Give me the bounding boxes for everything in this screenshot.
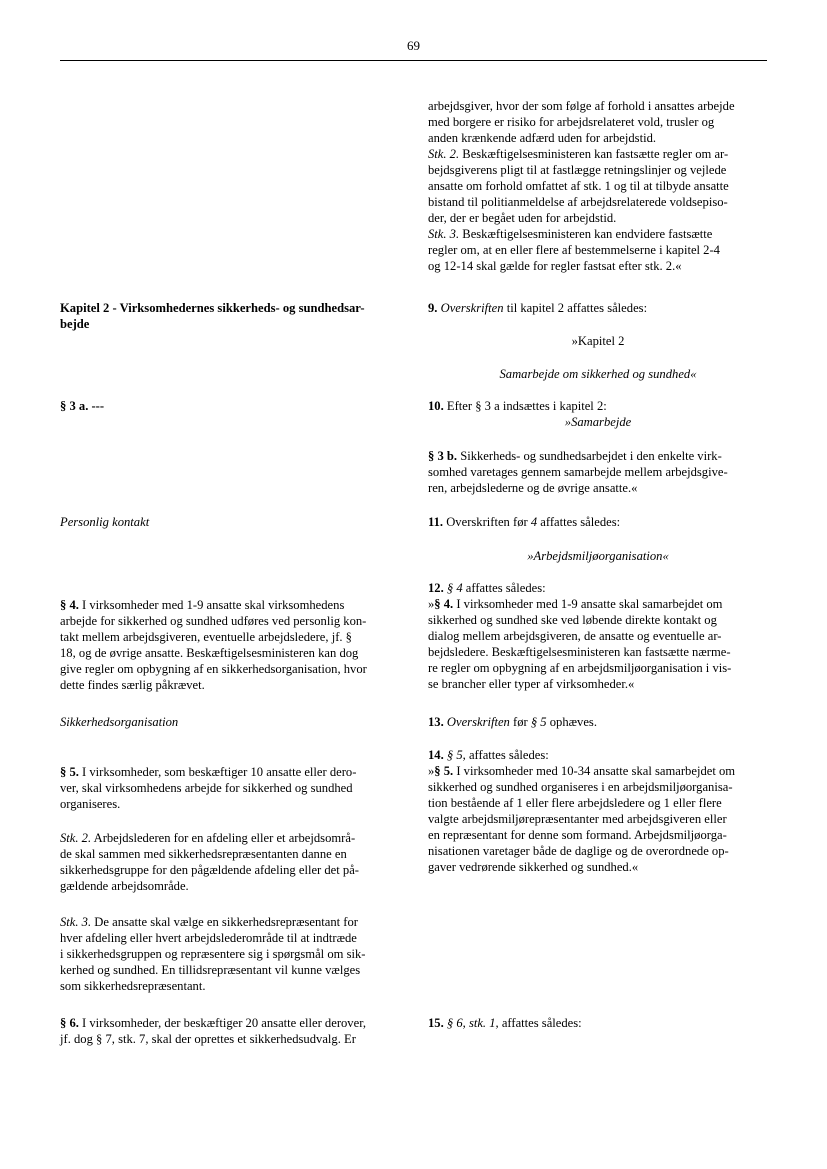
arbejdsmiljoorganisation-heading: »Arbejdsmiljøorganisation« xyxy=(527,549,669,563)
header-rule xyxy=(60,60,767,61)
kapitel-2-subtitle: Samarbejde om sikkerhed og sundhed« xyxy=(499,367,697,381)
kapitel-2-title: Kapitel 2 - Virksomhedernes sikkerheds- og sundhedsar- bejde xyxy=(60,301,365,331)
section-5-stk-2: Stk. 2. Arbejdslederen for en afdeling eller et arbejdsområ- de skal sammen med sikkerhedsrepræsentanten danne en sikkerhedsgruppe for den pågældende afdeling eller det på- gældende arbejdsområde. xyxy=(60,831,359,893)
item-15: 15. § 6, stk. 1, affattes således: xyxy=(428,1016,582,1030)
item-14: 14. § 5, affattes således: »§ 5. I virksomheder med 10-34 ansatte skal samarbejdet om sikkerhed og sundhed organiseres i en arbejdsmiljøorganisa- tion bestående af 1 eller flere arbejdsledere og 1 eller flere valgte arbejdsmiljørepræsentanter med arbejdsgiveren eller en repræsentant for denne som formand. Arbejdsmiljøorga- nisationen varetager både de daglige og de overordnede op- gaver vedrørende sikkerhed og sundhed.« xyxy=(428,748,736,874)
section-6-old: § 6. I virksomheder, der beskæftiger 20 ansatte eller derover, jf. dog § 7, stk. 7, skal der oprettes et sikkerhedsudvalg. Er xyxy=(60,1016,367,1046)
item-11: 11. Overskriften før 4 affattes således: xyxy=(428,515,621,529)
item-9: 9. Overskriften til kapitel 2 affattes således: xyxy=(428,301,648,315)
item-10: 10. Efter § 3 a indsættes i kapitel 2: »Samarbejde xyxy=(428,398,768,430)
section-3b: § 3 b. Sikkerheds- og sundhedsarbejdet i den enkelte virk- somhed varetages gennem samarbejde mellem arbejdsgive- ren, arbejdslederne og de øvrige ansatte.« xyxy=(428,449,728,495)
personlig-kontakt-heading: Personlig kontakt xyxy=(60,515,150,529)
item-13: 13. Overskriften før § 5 ophæves. xyxy=(428,715,597,729)
item-12: 12. § 4 affattes således: »§ 4. I virksomheder med 1-9 ansatte skal samarbejdet om sikkerhed og sundhed ske ved løbende direkte kontakt og dialog mellem arbejdsgiveren, de ansatte og eventuelle ar- bejdsledere. Beskæftigelsesministeren kan fastsætte nærme- re regler om opbygning af en arbejdsmiljøorganisation i vis- se brancher eller typer af virksomheder.« xyxy=(428,581,732,691)
section-5-old: § 5. I virksomheder, som beskæftiger 10 ansatte eller dero- ver, skal virksomhedens arbejde for sikkerhed og sundhed organiseres. xyxy=(60,765,357,811)
page-number: 69 xyxy=(407,38,420,53)
kapitel-2-heading: »Kapitel 2 xyxy=(571,334,625,348)
samarbejde-heading: »Samarbejde xyxy=(564,415,632,429)
section-5-stk-3: Stk. 3. De ansatte skal vælge en sikkerhedsrepræsentant for hver afdeling eller hvert arbejdslederområde til at indtræde i sikkerhedsgruppen og repræsentere sig i spørgsmål om sik- kerhed og sundhed. En tillidsrepræsentant vil kunne vælges som sikkerhedsrepræsentant. xyxy=(60,915,366,993)
section-3a: § 3 a. --- xyxy=(60,399,105,413)
section-4-old: § 4. I virksomheder med 1-9 ansatte skal virksomhedens arbejde for sikkerhed og sundhed udføres ved personlig kon- takt mellem arbejdsgiveren, eventuelle arbejdsledere, jf. § 18, og de øvrige ansatte. Beskæftigelsesministeren kan dog give regler om opbygning af en sikkerhedsorganisation, hvor dette findes særlig påkrævet. xyxy=(60,598,367,692)
intro-text: arbejdsgiver, hvor der som følge af forhold i ansattes arbejde med borgere er risiko for arbejdsrelateret vold, trusler og anden krænkende adfærd uden for arbejdstid. Stk. 2. Beskæftigelsesministeren kan fastsætte regler om ar- bejdsgiverens pligt til at fastlægge retningslinjer og vejlede ansatte om forhold omfattet af stk. 1 og til at tilbyde ansatte bistand til politianmeldelse af arbejdsrelaterede voldsepiso- der, der er begået uden for arbejdstid. Stk. 3. Beskæftigelsesministeren kan endvidere fastsætte regler om, at en eller flere af bestemmelserne i kapitel 2-4 og 12-14 skal gælde for regler fastsat efter stk. 2.« xyxy=(428,99,735,273)
sikkerhedsorganisation-heading: Sikkerhedsorganisation xyxy=(60,715,179,729)
